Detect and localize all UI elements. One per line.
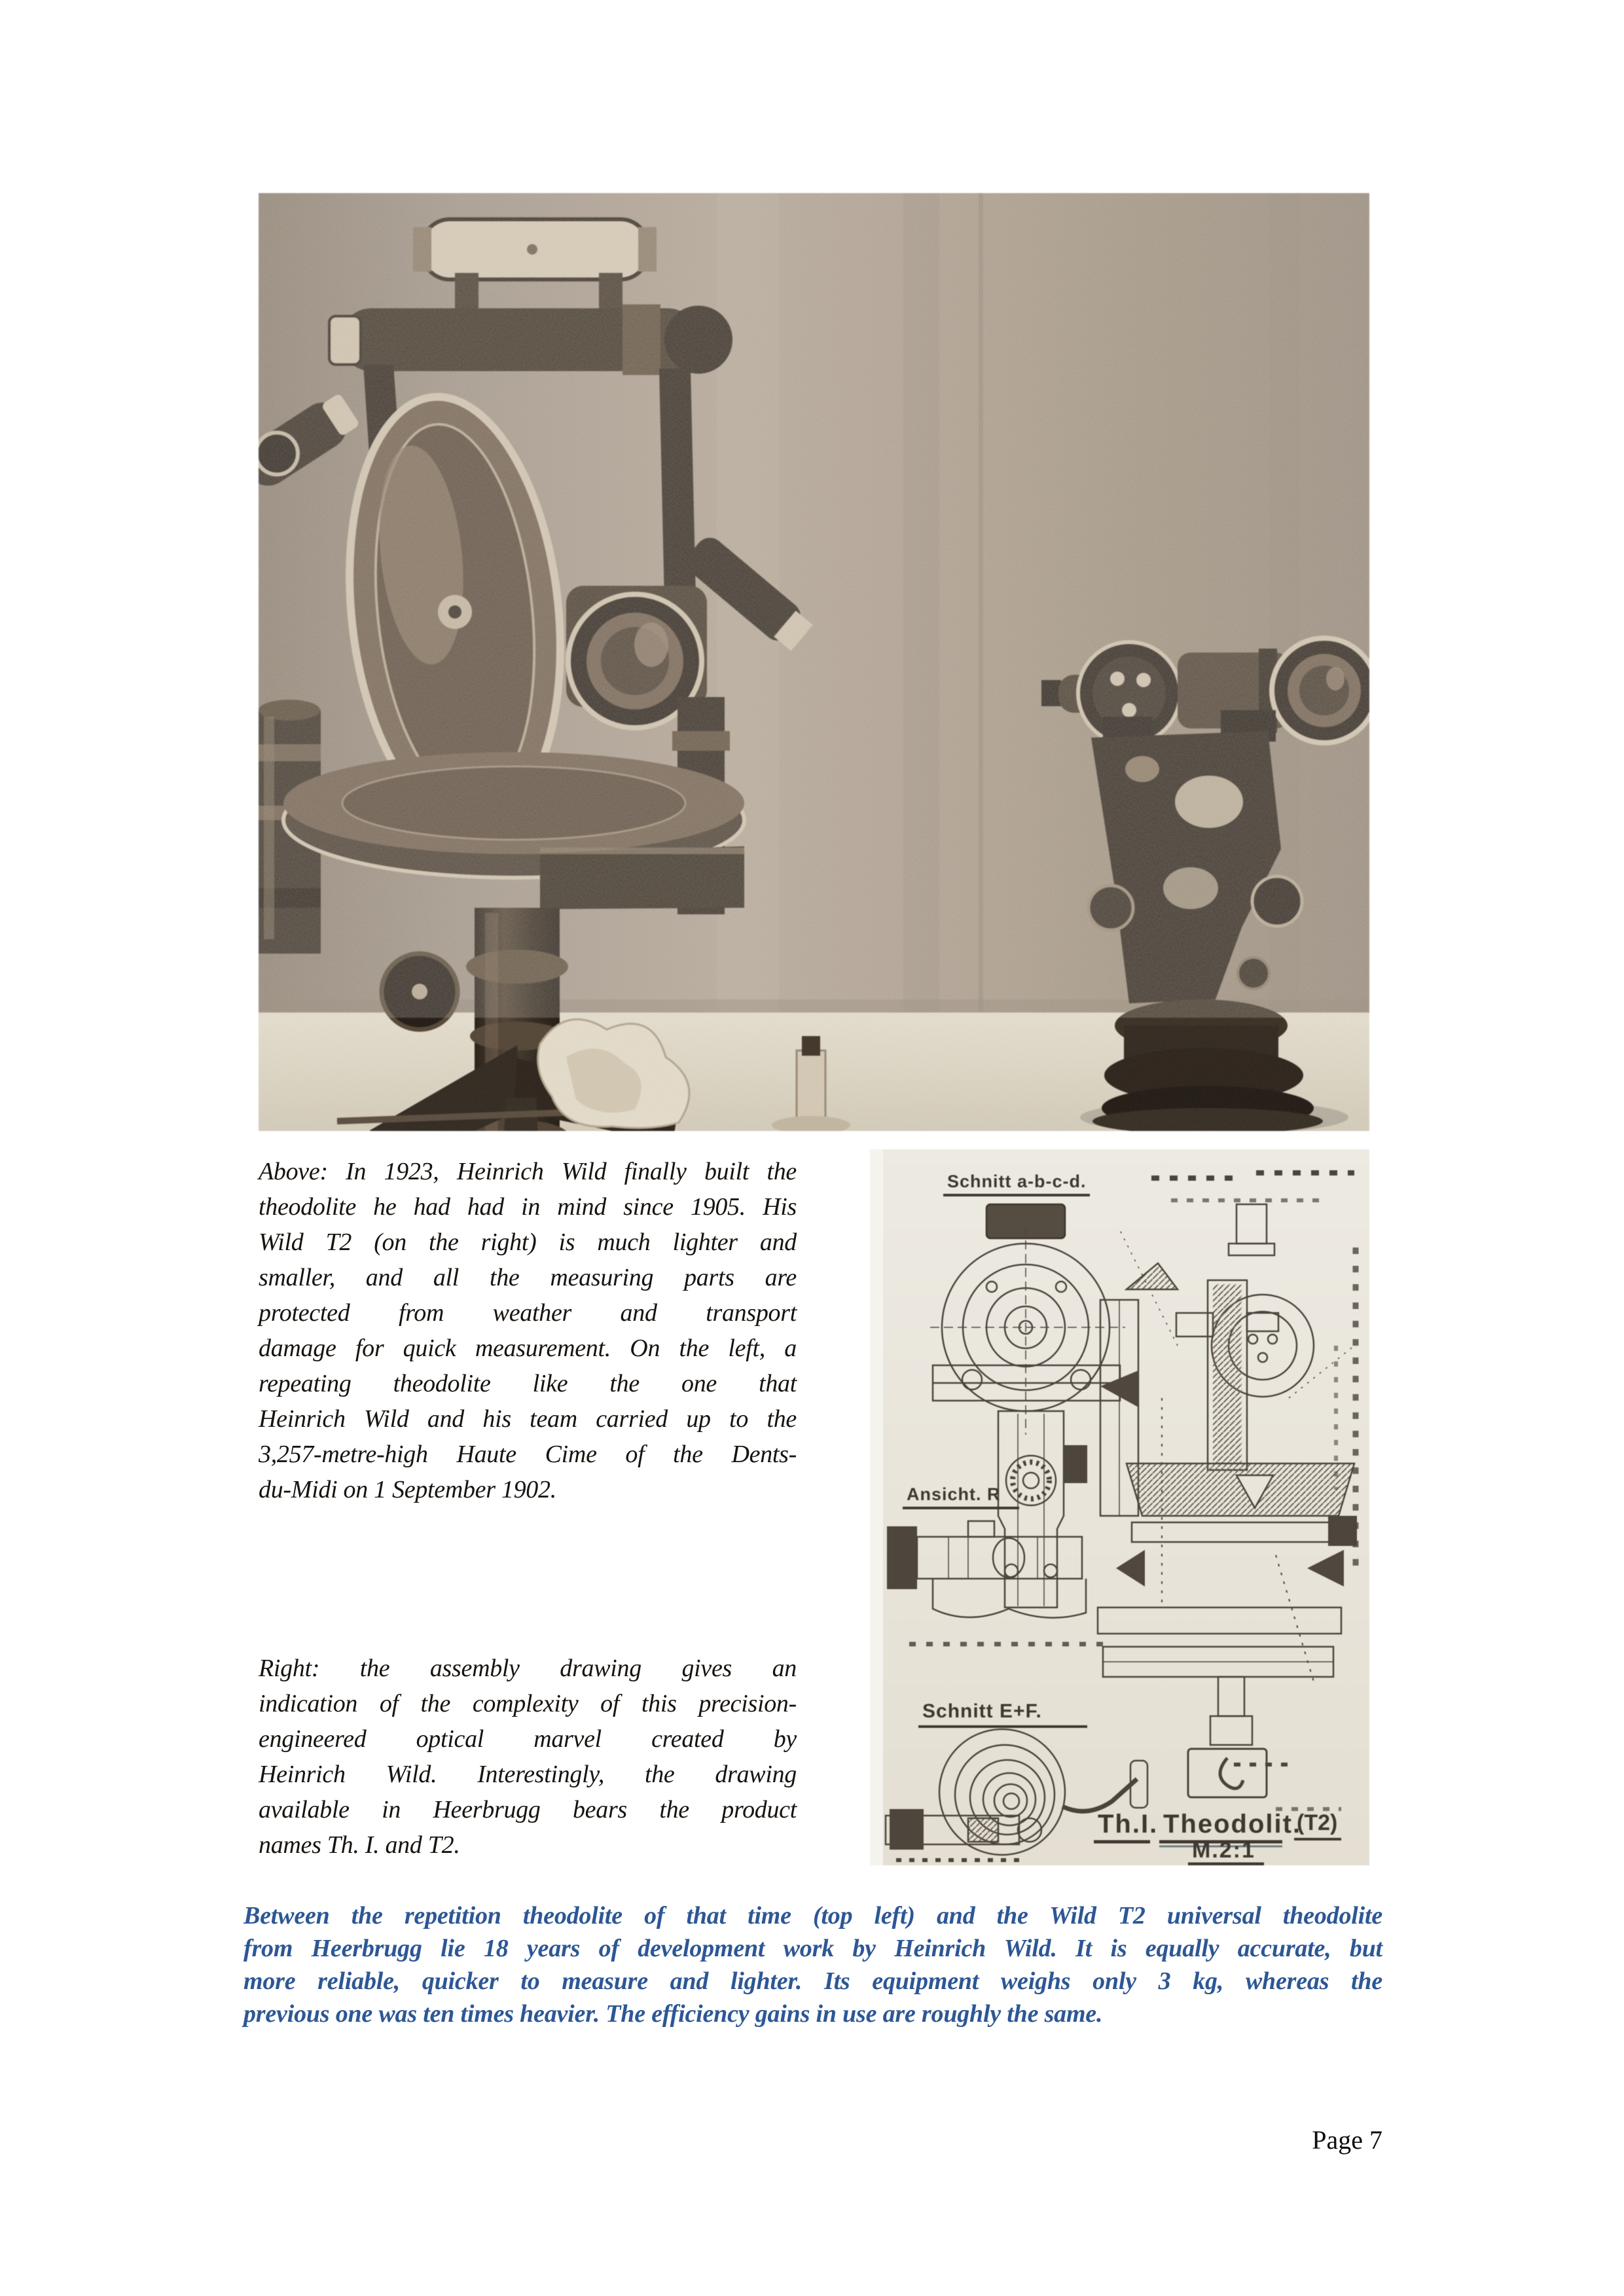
text-line: from Heerbrugg lie 18 years of development work by Heinrich Wild. It is equally accurate, but xyxy=(244,1935,1382,1962)
drawing-caption xyxy=(259,1651,797,1863)
text-line: indication of the complexity of this precision- xyxy=(259,1690,797,1717)
page-footer xyxy=(244,2125,1382,2155)
text-line: theodolite he had had in mind since 1905. His xyxy=(259,1193,797,1221)
drawing-label-schnitt-ef: Schnitt E+F. xyxy=(922,1700,1042,1722)
text-line: repeating theodolite like the one that xyxy=(259,1370,797,1397)
text-line: du-Midi on 1 September 1902. xyxy=(259,1476,556,1503)
text-line: more reliable, quicker to measure and lighter. Its equipment weighs only 3 kg, whereas the xyxy=(244,1967,1382,1995)
page-number-label: Page 7 xyxy=(1312,2125,1382,2155)
drawing-label-ansicht-r: Ansicht. R xyxy=(907,1484,1001,1504)
text-line: protected from weather and transport xyxy=(259,1299,797,1327)
text-line: names Th. I. and T2. xyxy=(259,1831,460,1859)
highlight-paragraph xyxy=(244,1899,1382,2030)
text-line: Right: the assembly drawing gives an xyxy=(259,1655,797,1682)
assembly-drawing xyxy=(870,1149,1369,1865)
historical-photo-theodolites xyxy=(259,193,1369,1131)
drawing-scale: M.2:1 xyxy=(1192,1838,1255,1863)
text-line: Heinrich Wild and his team carried up to the xyxy=(259,1405,797,1433)
text-line: damage for quick measurement. On the left, a xyxy=(259,1335,797,1362)
drawing-label-schnitt-abcd: Schnitt a-b-c-d. xyxy=(947,1172,1087,1191)
text-line: Wild T2 (on the right) is much lighter and xyxy=(259,1229,797,1256)
text-line: previous one was ten times heavier. The efficiency gains in use are roughly the same. xyxy=(244,2000,1103,2028)
text-line: 3,257-metre-high Haute Cime of the Dents- xyxy=(259,1441,797,1468)
drawing-title-t2: (T2) xyxy=(1297,1810,1338,1835)
drawing-title-thi: Th.I. xyxy=(1098,1810,1159,1839)
text-line: available in Heerbrugg bears the product xyxy=(259,1796,797,1823)
text-line: smaller, and all the measuring parts are xyxy=(259,1264,797,1291)
text-line: Heinrich Wild. Interestingly, the drawing xyxy=(259,1761,797,1788)
text-line: Above: In 1923, Heinrich Wild finally built the xyxy=(259,1158,797,1185)
text-line: engineered optical marvel created by xyxy=(259,1725,797,1753)
drawing-title-theodolit: Theodolit. xyxy=(1163,1810,1302,1839)
photo-caption xyxy=(259,1154,797,1507)
text-line: Between the repetition theodolite of that time (top left) and the Wild T2 universal theodolite xyxy=(244,1902,1382,1929)
